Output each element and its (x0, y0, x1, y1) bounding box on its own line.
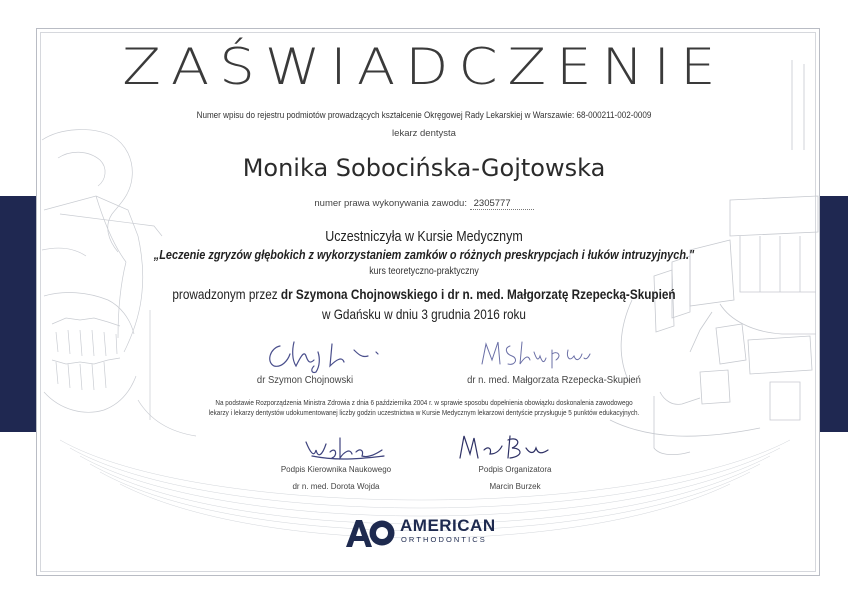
license-number: 2305777 (470, 198, 534, 210)
recipient-name: Monika Sobocińska-Gojtowska (242, 154, 606, 182)
profession-label: lekarz dentysta (392, 128, 456, 139)
license-line (0, 198, 848, 210)
scientific-head-role: Podpis Kierownika Naukowego (280, 465, 392, 474)
license-label: numer prawa wykonywania zawodu: (314, 198, 467, 209)
led-by-prefix: prowadzonym przez (172, 286, 278, 302)
course-leaders: dr Szymona Chojnowskiego i dr n. med. Małgorzatę Rzepecką-Skupień (280, 286, 676, 302)
american-orthodontics-logo (344, 516, 514, 550)
lecturer-1-name: dr Szymon Chojnowski (256, 374, 354, 386)
logo-word-orthodontics: ORTHODONTICS (401, 535, 487, 544)
course-leaders-line (68, 286, 780, 302)
ao-logo-mark-icon (344, 517, 396, 549)
participation-statement: Uczestniczyła w Kursie Medycznym (325, 229, 523, 245)
logo-word-american: AMERICAN (400, 516, 496, 535)
left-navy-band (0, 196, 36, 432)
scientific-head-name: dr n. med. Dorota Wojda (292, 482, 380, 491)
organizer-role: Podpis Organizatora (478, 465, 552, 474)
course-title: „Leczenie zgryzów głębokich z wykorzystaniem zamków o różnych preskrypcjach i łuków intruzyjnych." (153, 247, 695, 262)
place-and-date: w Gdańsku w dniu 3 grudnia 2016 roku (322, 306, 526, 322)
certificate-title: ZAŚWIADCZENIE (122, 38, 726, 96)
legal-notice-line-2: lekarzy i lekarzy dentystów udokumentowanej liczby godzin uczestnictwa w Kursie Medycznym lekarzowi dentyście przysługuje 5 punktów edukacyjnych. (208, 407, 640, 417)
course-type: kurs teoretyczno-praktyczny (369, 266, 479, 277)
legal-notice (0, 398, 848, 417)
right-navy-band (820, 196, 848, 432)
lecturer-2-name: dr n. med. Małgorzata Rzepecka-Skupień (467, 374, 641, 386)
registry-number-line: Numer wpisu do rejestru podmiotów prowadzących kształcenie Okręgowej Rady Lekarskiej w Warszawie: 68-000211-002-0009 (196, 110, 652, 120)
organizer-name: Marcin Burzek (489, 482, 541, 491)
legal-notice-line-1: Na podstawie Rozporządzenia Ministra Zdrowia z dnia 6 października 2004 r. w sprawie sposobu dopełnienia obowiązku doskonalenia zawodowego (215, 398, 633, 407)
